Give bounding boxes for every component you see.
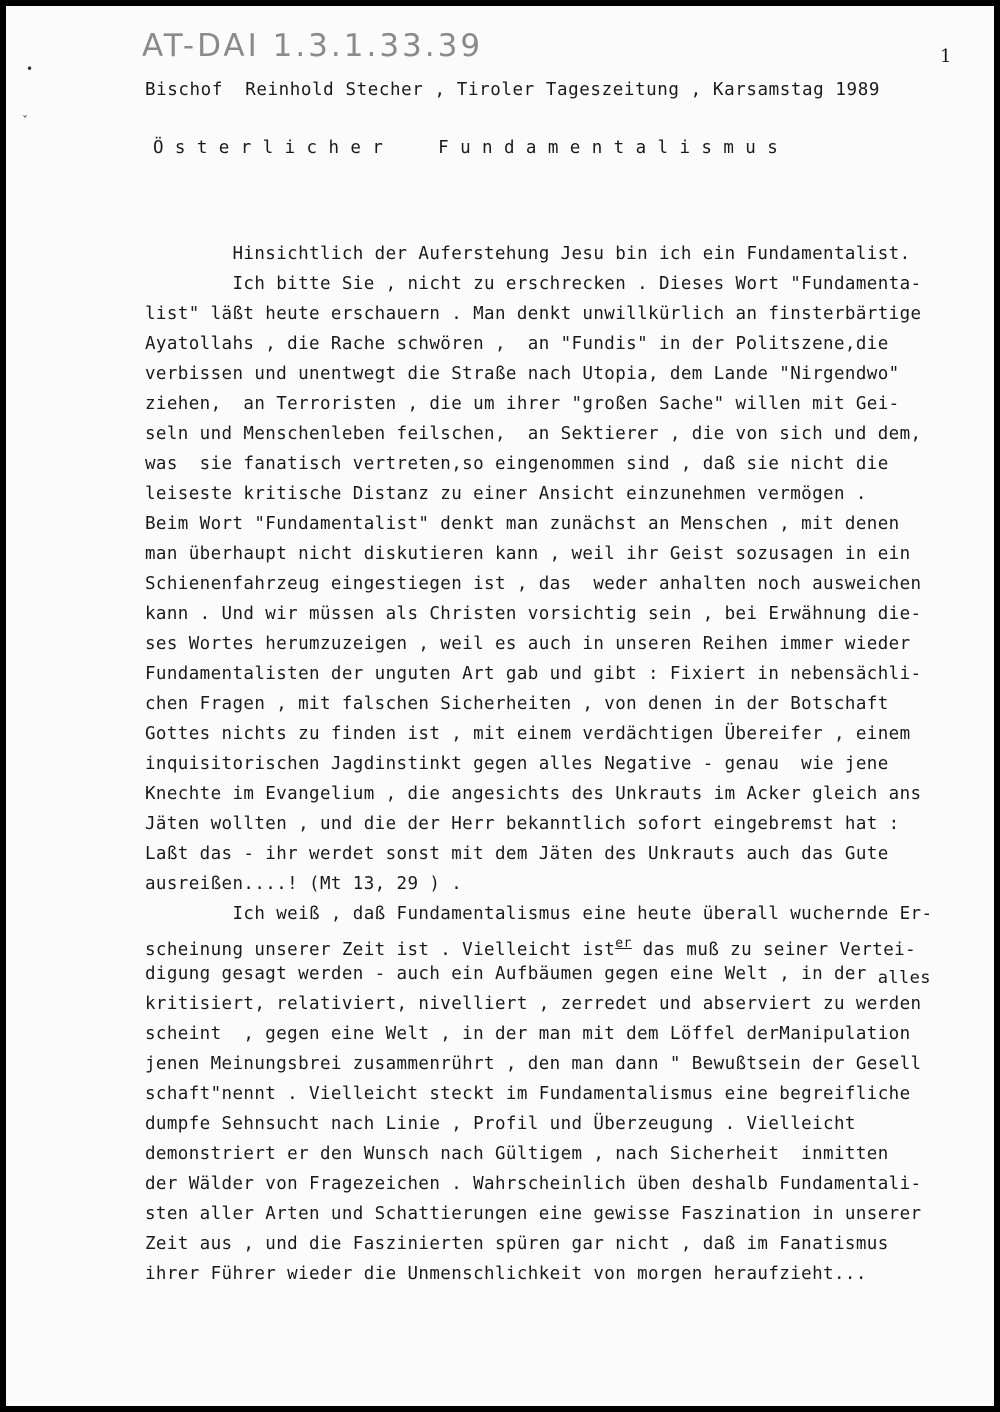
paragraph-2-rest: [145, 989, 932, 1289]
text-line: Fundamentalisten der unguten Art gab und gibt : Fixiert in nebensächli-: [145, 664, 922, 684]
text-line: ausreißen....! (Mt 13, 29 ) .: [145, 874, 463, 894]
text-line: ziehen, an Terroristen , die um ihrer "großen Sache" willen mit Gei-: [145, 394, 900, 414]
handwritten-insertion: er: [615, 936, 632, 951]
text-line: dumpfe Sehnsucht nach Linie , Profil und Überzeugung . Vielleicht: [145, 1114, 856, 1134]
document-page: [6, 6, 994, 1406]
text-line: Beim Wort "Fundamentalist" denkt man zunächst an Menschen , mit denen: [145, 514, 900, 534]
text-line: list" läßt heute erschauern . Man denkt unwillkürlich an finsterbärtige: [145, 304, 922, 324]
text-line: [145, 959, 932, 989]
text-line: verbissen und unentwegt die Straße nach Utopia, dem Lande "Nirgendwo": [145, 364, 900, 384]
text-line: Laßt das - ihr werdet sonst mit dem Jäten des Unkrauts auch das Gute: [145, 844, 889, 864]
page-number: 1: [940, 46, 952, 67]
text-line: jenen Meinungsbrei zusammenrührt , den man dann " Bewußtsein der Gesell: [145, 1054, 922, 1074]
handwritten-archive-id: AT-DAI 1.3.1.33.39: [142, 28, 484, 64]
text-line: Schienenfahrzeug eingestiegen ist , das weder anhalten noch ausweichen: [145, 574, 922, 594]
text-fragment: scheinung unserer Zeit ist . Vielleicht ist: [145, 940, 616, 960]
text-line: chen Fragen , mit falschen Sicherheiten , von denen in der Botschaft: [145, 694, 889, 714]
text-line: Gottes nichts zu finden ist , mit einem verdächtigen Übereifer , einem: [145, 724, 911, 744]
scan-tick-mark: ˇ: [22, 114, 28, 128]
text-line: Ich weiß , daß Fundamentalismus eine heute überall wuchernde Er-: [145, 904, 933, 924]
text-line: Hinsichtlich der Auferstehung Jesu bin ich ein Fundamentalist.: [145, 244, 911, 264]
text-line: ihrer Führer wieder die Unmenschlichkeit von morgen heraufzieht...: [145, 1264, 867, 1284]
text-line: Ich bitte Sie , nicht zu erschrecken . Dieses Wort "Fundamenta-: [145, 274, 922, 294]
text-line: scheint , gegen eine Welt , in der man mit dem Löffel derManipulation: [145, 1024, 911, 1044]
text-line: schaft"nennt . Vielleicht steckt im Fundamentalismus eine begreifliche: [145, 1084, 911, 1104]
text-fragment: digung gesagt werden - auch ein Aufbäumen gegen eine Welt , in der: [145, 964, 878, 984]
article-title: Österlicher Fundamentalismus: [153, 138, 790, 158]
text-line: kann . Und wir müssen als Christen vorsichtig sein , bei Erwähnung die-: [145, 604, 922, 624]
text-line: der Wälder von Fragezeichen . Wahrscheinlich üben deshalb Fundamentali-: [145, 1174, 922, 1194]
text-line: leiseste kritische Distanz zu einer Ansicht einzunehmen vermögen .: [145, 484, 867, 504]
text-line: demonstriert er den Wunsch nach Gültigem , nach Sicherheit inmitten: [145, 1144, 889, 1164]
text-line: sten aller Arten und Schattierungen eine gewisse Faszination in unserer: [145, 1204, 922, 1224]
text-line: man überhaupt nicht diskutieren kann , weil ihr Geist sozusagen in ein: [145, 544, 911, 564]
text-fragment: das muß zu seiner Vertei-: [631, 940, 917, 960]
scan-dot-mark: •: [26, 62, 34, 76]
text-line: Zeit aus , und die Faszinierten spüren gar nicht , daß im Fanatismus: [145, 1234, 889, 1254]
text-line: inquisitorischen Jagdinstinkt gegen alles Negative - genau wie jene: [145, 754, 889, 774]
text-line: [145, 929, 932, 959]
text-line: kritisiert, relativiert, nivelliert , zerredet und abserviert zu werden: [145, 994, 922, 1014]
paragraph-1: [145, 239, 932, 899]
text-line: Jäten wollten , und die der Herr bekanntlich sofort eingebremst hat :: [145, 814, 900, 834]
article-body: [145, 239, 932, 1289]
article-source-line: Bischof Reinhold Stecher , Tiroler Tageszeitung , Karsamstag 1989: [145, 80, 880, 100]
typed-insertion: alles: [877, 968, 931, 988]
text-line: ses Wortes herumzuzeigen , weil es auch in unseren Reihen immer wieder: [145, 634, 911, 654]
text-line: Knechte im Evangelium , die angesichts des Unkrauts im Acker gleich ans: [145, 784, 922, 804]
text-line: seln und Menschenleben feilschen, an Sektierer , die von sich und dem,: [145, 424, 922, 444]
paragraph-2: [145, 899, 932, 1289]
text-line: Ayatollahs , die Rache schwören , an "Fundis" in der Politszene,die: [145, 334, 889, 354]
text-line: was sie fanatisch vertreten,so eingenommen sind , daß sie nicht die: [145, 454, 889, 474]
